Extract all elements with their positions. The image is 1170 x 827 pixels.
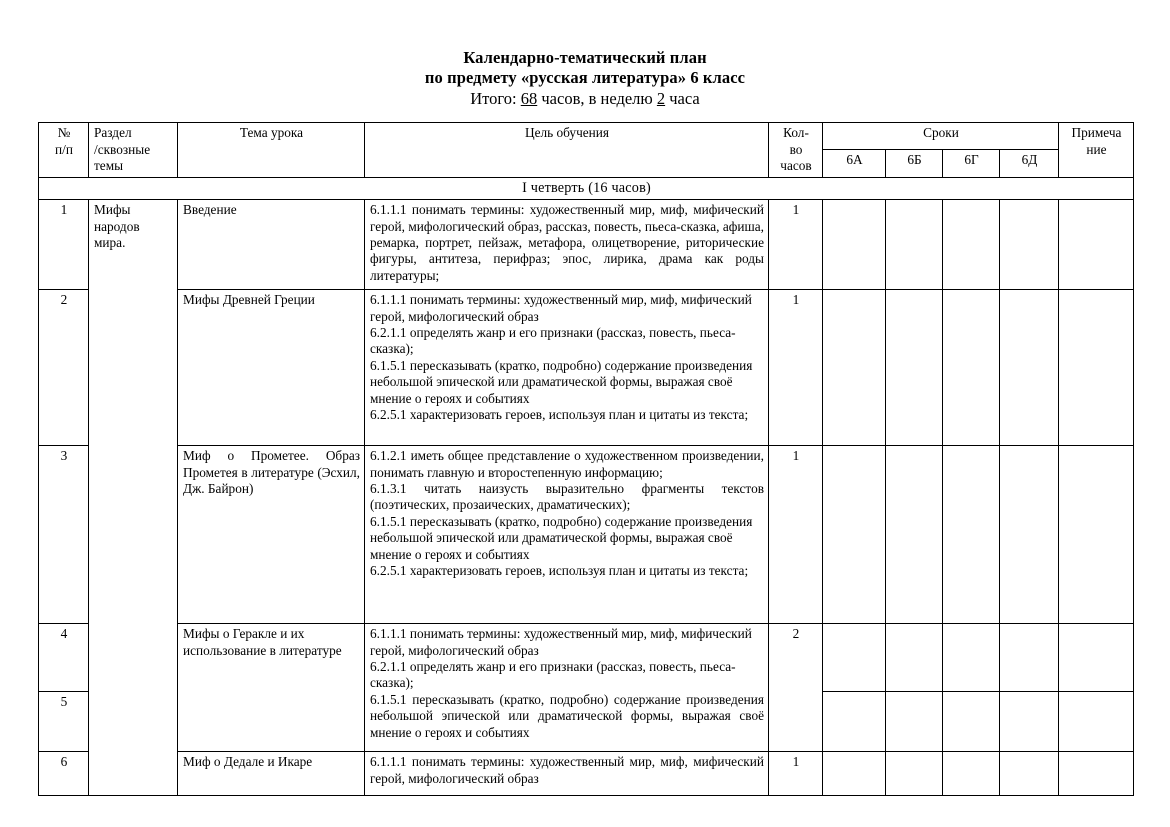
term-6a[interactable]	[823, 200, 886, 290]
term-6a[interactable]	[823, 624, 886, 692]
learning-goal	[365, 752, 769, 796]
header-class-6g: 6Г	[943, 150, 1000, 177]
term-6a[interactable]	[823, 290, 886, 446]
lesson-topic: Введение	[178, 200, 365, 290]
header-section-line2: /сквозные	[94, 141, 151, 157]
term-6d[interactable]	[1000, 624, 1059, 692]
header-hours-line1: Кол-	[783, 125, 809, 141]
table-body	[39, 177, 1134, 796]
table-head	[39, 123, 1134, 177]
header-topic: Тема урока	[178, 123, 365, 177]
goal-paragraph: 6.1.5.1 пересказывать (кратко, подробно) содержание произведения небольшой эпической или драматической формы, выражая своё мнение о героях и событиях	[370, 357, 753, 406]
header-class-6b: 6Б	[886, 150, 943, 177]
hours-count: 1	[769, 446, 823, 624]
term-6g[interactable]	[943, 200, 1000, 290]
goal-paragraph: 6.2.5.1 характеризовать героев, используя план и цитаты из текста;	[370, 406, 749, 422]
goal-paragraph: 6.1.5.1 пересказывать (кратко, подробно) содержание произведения небольшой эпической или драматической формы, выражая своё мнение о героях и событиях	[370, 691, 764, 740]
term-6d[interactable]	[1000, 200, 1059, 290]
note-cell[interactable]	[1059, 752, 1134, 796]
section-theme-cell: Мифы народов мира.	[89, 200, 178, 796]
term-6d[interactable]	[1000, 290, 1059, 446]
total-hours-line	[0, 89, 1170, 109]
note-cell[interactable]	[1059, 290, 1134, 446]
goal-paragraph: 6.2.1.1 определять жанр и его признаки (рассказ, повесть, пьеса-сказка);	[370, 658, 736, 691]
row-number: 5	[39, 692, 89, 752]
term-6d[interactable]	[1000, 692, 1059, 752]
goal-paragraph: 6.1.1.1 понимать термины: художественный мир, миф, мифический герой, мифологический образ	[370, 292, 752, 324]
hours-count: 1	[769, 290, 823, 446]
table-row	[39, 752, 1134, 796]
note-cell[interactable]	[1059, 692, 1134, 752]
lesson-topic: Миф о Прометее. Образ Прометея в литературе (Эсхил, Дж. Байрон)	[178, 446, 365, 624]
term-6g[interactable]	[943, 692, 1000, 752]
note-cell[interactable]	[1059, 624, 1134, 692]
term-6b[interactable]	[886, 692, 943, 752]
header-goal: Цель обучения	[365, 123, 769, 177]
goal-paragraph: 6.1.5.1 пересказывать (кратко, подробно) содержание произведения небольшой эпической или драматической формы, выражая своё мнение о героях и событиях	[370, 513, 753, 562]
lesson-topic: Миф о Дедале и Икаре	[178, 752, 365, 796]
table-row	[39, 446, 1134, 624]
hours-count: 1	[769, 752, 823, 796]
term-6a[interactable]	[823, 692, 886, 752]
term-6b[interactable]	[886, 200, 943, 290]
term-6g[interactable]	[943, 624, 1000, 692]
learning-goal	[365, 290, 769, 446]
term-6b[interactable]	[886, 446, 943, 624]
page-title: Календарно-тематический план	[463, 48, 707, 67]
goal-paragraph: 6.1.3.1 читать наизусть выразительно фрагменты текстов (поэтических, прозаических, драматических);	[370, 480, 764, 513]
total-hours-value: 68	[520, 89, 538, 109]
header-hours	[769, 123, 823, 177]
goal-paragraph: 6.1.1.1 понимать термины: художественный мир, миф, мифический герой, мифологический образ, рассказ, повесть, пьеса-сказка, афиша, ремарка, портрет, пейзаж, метафора, олицетворение, риторические фигуры, антитеза, перифраз; эпос, лирика, драма как роды литературы;	[370, 202, 764, 283]
header-row-top	[39, 123, 1134, 150]
learning-goal	[365, 446, 769, 624]
header-section-line1: Раздел	[94, 125, 132, 141]
term-6g[interactable]	[943, 290, 1000, 446]
goal-paragraph: 6.1.2.1 иметь общее представление о художественном произведении, понимать главную и второстепенную информацию;	[370, 448, 764, 480]
table-row	[39, 290, 1134, 446]
term-6a[interactable]	[823, 446, 886, 624]
table-row	[39, 200, 1134, 290]
total-hours-suffix: часа	[665, 89, 700, 109]
document-header	[0, 0, 1170, 109]
goal-paragraph: 6.1.1.1 понимать термины: художественный мир, миф, мифический герой, мифологический образ	[370, 626, 752, 658]
header-number-line1: №	[57, 125, 71, 141]
goal-paragraph: 6.1.1.1 понимать термины: художественный мир, миф, мифический герой, мифологический образ	[370, 754, 764, 786]
learning-goal	[365, 200, 769, 290]
learning-goal	[365, 624, 769, 752]
total-hours-middle: часов, в неделю	[537, 89, 657, 109]
row-number: 2	[39, 290, 89, 446]
page-subtitle: по предмету «русская литература» 6 класс	[424, 68, 746, 88]
plan-table-wrapper	[38, 122, 1133, 796]
term-6d[interactable]	[1000, 446, 1059, 624]
term-6a[interactable]	[823, 752, 886, 796]
row-number: 4	[39, 624, 89, 692]
goal-paragraph: 6.2.1.1 определять жанр и его признаки (рассказ, повесть, пьеса-сказка);	[370, 324, 736, 357]
term-6b[interactable]	[886, 752, 943, 796]
term-6g[interactable]	[943, 752, 1000, 796]
header-hours-line2: во	[789, 141, 803, 157]
quarter-banner-row	[39, 177, 1134, 200]
note-cell[interactable]	[1059, 446, 1134, 624]
header-hours-line3: часов	[780, 158, 812, 174]
header-note	[1059, 123, 1134, 177]
note-cell[interactable]	[1059, 200, 1134, 290]
table-row	[39, 624, 1134, 692]
header-note-line2: ние	[1086, 141, 1107, 157]
term-6d[interactable]	[1000, 752, 1059, 796]
header-section-line3: темы	[94, 158, 124, 174]
lesson-topic: Мифы о Геракле и их использование в литературе	[178, 624, 365, 752]
hours-count: 1	[769, 200, 823, 290]
row-number: 6	[39, 752, 89, 796]
term-6b[interactable]	[886, 290, 943, 446]
header-class-6d: 6Д	[1000, 150, 1059, 177]
goal-paragraph: 6.2.5.1 характеризовать героев, используя план и цитаты из текста;	[370, 562, 749, 578]
total-hours-prefix: Итого:	[470, 89, 521, 109]
hours-count: 2	[769, 624, 823, 752]
term-6b[interactable]	[886, 624, 943, 692]
row-number: 1	[39, 200, 89, 290]
header-number	[39, 123, 89, 177]
header-terms: Сроки	[823, 123, 1059, 150]
header-number-line2: п/п	[55, 141, 73, 157]
lesson-topic: Мифы Древней Греции	[178, 290, 365, 446]
row-number: 3	[39, 446, 89, 624]
term-6g[interactable]	[943, 446, 1000, 624]
header-note-line1: Примеча	[1071, 125, 1122, 141]
calendar-thematic-plan-table	[38, 122, 1134, 796]
hours-per-week-value: 2	[656, 89, 666, 109]
header-section	[89, 123, 178, 177]
header-class-6a: 6А	[823, 150, 886, 177]
quarter-banner-label: I четверть (16 часов)	[39, 177, 1134, 200]
